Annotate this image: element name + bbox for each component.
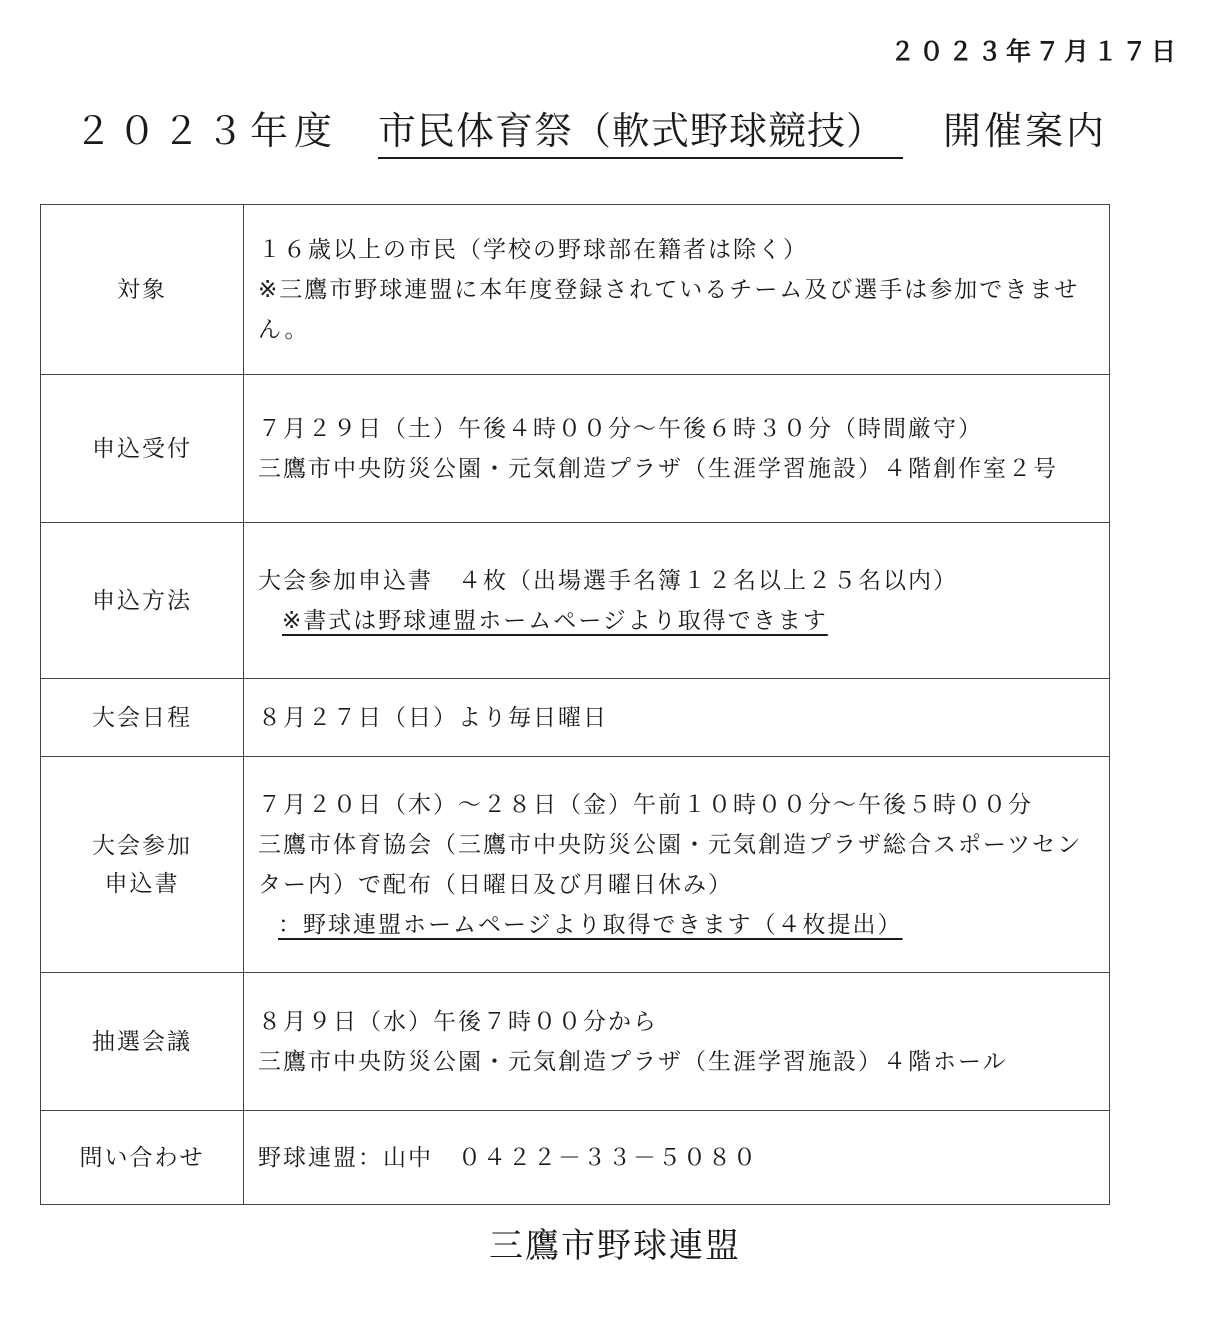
homepage-note-link[interactable]: ：野球連盟ホームページより取得できます（４枚提出）: [278, 911, 903, 938]
row-label: 申込受付: [41, 375, 244, 523]
row-content: [244, 375, 1110, 523]
content-line: ８月９日（水）午後７時００分から: [258, 1008, 658, 1035]
title-event: 市民体育祭（軟式野球競技）: [378, 100, 903, 159]
row-content: [244, 523, 1110, 679]
document-title: [74, 100, 1174, 159]
row-label: 問い合わせ: [41, 1111, 244, 1205]
table-row-application-form: [41, 757, 1110, 973]
row-content: [244, 205, 1110, 375]
row-label: 申込方法: [41, 523, 244, 679]
title-year: ２０２３年度: [74, 109, 339, 153]
content-line: ７月２９日（土）午後４時００分～午後６時３０分（時間厳守）: [258, 415, 983, 442]
content-line: 三鷹市中央防災公園・元気創造プラザ（生涯学習施設）４階ホール: [258, 1048, 1008, 1075]
row-content: [244, 679, 1110, 757]
row-content: [244, 757, 1110, 973]
content-line: [258, 601, 1099, 641]
content-line: 三鷹市体育協会（三鷹市中央防災公園・元気創造プラザ総合スポーツセンター内）で配布（日曜日及び月曜日休み）: [258, 831, 1083, 898]
row-label: 対象: [41, 205, 244, 375]
row-label-line: 申込書: [104, 870, 180, 897]
document-date: ２０２３年７月１７日: [889, 37, 1180, 66]
table-row-target: [41, 205, 1110, 375]
content-line: 大会参加申込書 ４枚（出場選手名簿１２名以上２５名以内）: [258, 567, 958, 594]
table-row-method: [41, 523, 1110, 679]
content-line: ※三鷹市野球連盟に本年度登録されているチーム及び選手は参加できません。: [258, 276, 1080, 343]
content-line: [258, 905, 1099, 945]
row-content: [244, 973, 1110, 1111]
table-row-lottery: [41, 973, 1110, 1111]
content-line: ７月２０日（木）～２８日（金）午前１０時００分～午後５時００分: [258, 791, 1033, 818]
row-label: 抽選会議: [41, 973, 244, 1111]
format-note-link[interactable]: ※書式は野球連盟ホームページより取得できます: [282, 607, 828, 634]
content-line: 三鷹市中央防災公園・元気創造プラザ（生涯学習施設）４階創作室２号: [258, 455, 1058, 482]
row-label: 大会日程: [41, 679, 244, 757]
table-row-schedule: [41, 679, 1110, 757]
table-row-reception: [41, 375, 1110, 523]
info-table: [40, 204, 1110, 1205]
title-guide: 開催案内: [943, 109, 1108, 153]
content-line: １６歳以上の市民（学校の野球部在籍者は除く）: [258, 236, 808, 263]
table-row-contact: [41, 1111, 1110, 1205]
content-line: ８月２７日（日）より毎日曜日: [258, 704, 608, 731]
row-content: [244, 1111, 1110, 1205]
content-line: 野球連盟：山中 ０４２２－３３－５０８０: [258, 1144, 758, 1171]
issuer-organization: 三鷹市野球連盟: [489, 1226, 741, 1266]
row-label: [41, 757, 244, 973]
row-label-line: 大会参加: [92, 832, 192, 859]
